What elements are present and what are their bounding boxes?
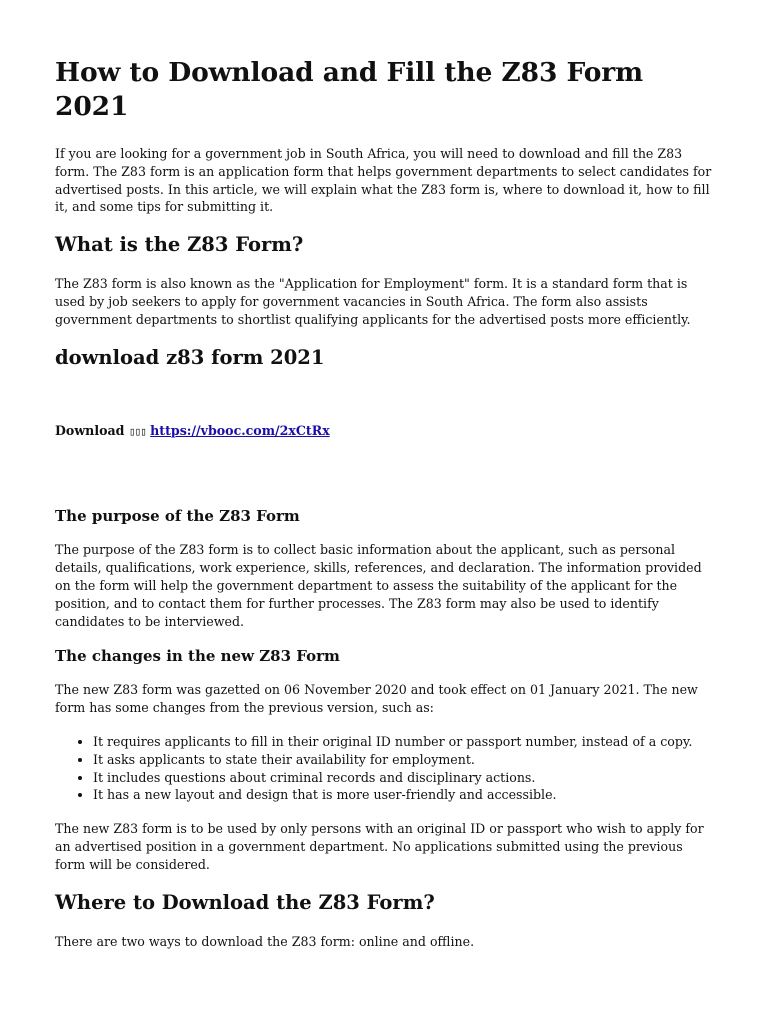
list-item: • It requires applicants to fill in their original ID number or passport number, instead of a copy.	[93, 733, 715, 751]
changes-closing-paragraph: The new Z83 form is to be used by only persons with an original ID or passport who wish to apply for an advertised position in a government department. No applications submitted using the previous form will be considered.	[55, 821, 704, 872]
list-item: • It includes questions about criminal records and disciplinary actions.	[93, 769, 715, 787]
what-is-z83-paragraph: The Z83 form is also known as the "Application for Employment" form. It is a standard form that is used by job seekers to apply for government vacancies in South Africa. The form also assists government departments to shortlist qualifying applicants for the advertised posts more efficiently.	[55, 276, 691, 327]
heading-what-is-z83: What is the Z83 Form?	[55, 233, 304, 257]
changes-paragraph: The new Z83 form was gazetted on 06 November 2020 and took effect on 01 January 2021. The new form has some changes from the previous version, such as:	[55, 682, 698, 716]
download-link[interactable]: https://vbooc.com/2xCtRx	[150, 422, 330, 438]
missing-glyph-boxes: ▯▯▯	[128, 424, 146, 438]
article-title: How to Download and Fill the Z83 Form 2021	[55, 57, 644, 122]
heading-purpose: The purpose of the Z83 Form	[55, 507, 300, 526]
heading-changes: The changes in the new Z83 Form	[55, 647, 340, 666]
heading-download-z83: download z83 form 2021	[55, 345, 325, 369]
list-item: • It has a new layout and design that is more user-friendly and accessible.	[93, 786, 715, 804]
where-to-download-paragraph: There are two ways to download the Z83 form: online and offline.	[55, 933, 475, 949]
heading-where-to-download: Where to Download the Z83 Form?	[55, 890, 435, 914]
download-line	[55, 422, 715, 441]
changes-list	[55, 733, 715, 804]
list-item: • It asks applicants to state their availability for employment.	[93, 751, 715, 769]
intro-paragraph: If you are looking for a government job in South Africa, you will need to download and fill the Z83 form. The Z83 form is an application form that helps government departments to select candidates for advertised posts. In this article, we will explain what the Z83 form is, where to download it, how to fill it, and some tips for submitting it.	[55, 146, 712, 215]
purpose-paragraph: The purpose of the Z83 form is to collect basic information about the applicant, such as personal details, qualifications, work experience, skills, references, and declaration. The information provided on the form will help the government department to assess the suitability of the applicant for the position, and to contact them for further processes. The Z83 form may also be used to identify candidates to be interviewed.	[55, 542, 702, 629]
download-label: Download	[55, 422, 125, 438]
